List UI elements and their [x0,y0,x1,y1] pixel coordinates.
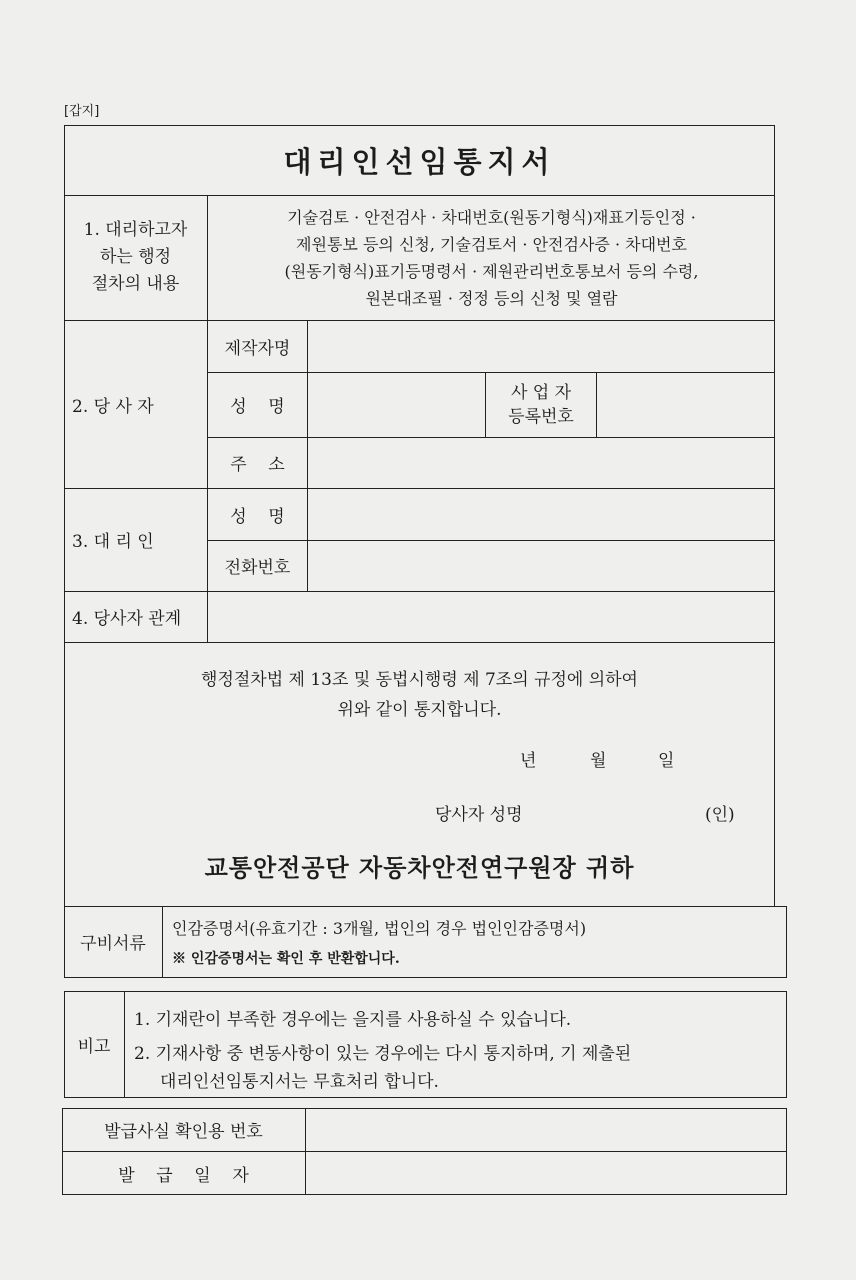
signer-label: 당사자 성명 [435,805,523,825]
issue-date-label: 발 급 일 자 [118,1165,249,1186]
section1-label: 1. 대리하고자 하는 행정 절차의 내용 [83,220,188,294]
documents-label: 구비서류 [80,934,146,954]
agent-name-label: 성 명 [230,506,285,527]
statement-line2: 위와 같이 통지합니다. [337,700,502,720]
date-day: 일 [658,751,675,771]
date-month: 월 [590,751,607,771]
remarks-item2-line1: 2. 기재사항 중 변동사항이 있는 경우에는 다시 통지하며, 기 제출된 [134,1044,632,1064]
documents-line1: 인감증명서(유효기간 : 3개월, 법인의 경우 법인인감증명서) [172,919,587,938]
confirm-number-field[interactable] [306,1108,787,1151]
business-reg-field[interactable] [597,372,775,437]
date-year: 년 [520,751,537,771]
agent-name-field[interactable] [308,488,775,540]
addressee: 교통안전공단 자동차안전연구원장 귀하 [204,853,635,882]
agent-phone-field[interactable] [308,540,775,591]
issue-date-field[interactable] [306,1151,787,1195]
remarks-item1: 1. 기재란이 부족한 경우에는 을지를 사용하실 수 있습니다. [134,1010,572,1030]
party-name-field[interactable] [308,372,485,437]
section3-label: 3. 대 리 인 [72,532,154,552]
remarks-item2-line2: 대리인선임통지서는 무효처리 합니다. [160,1072,439,1092]
section2-label: 2. 당 사 자 [72,396,154,417]
statement-line1: 행정절차법 제 13조 및 동법시행령 제 7조의 규정에 의하여 [201,670,638,690]
documents-note: ※ 인감증명서는 확인 후 반환합니다. [172,951,400,967]
party-name-label: 성 명 [230,397,285,417]
form-tag: [갑지] [64,104,100,119]
party-address-field[interactable] [308,437,775,488]
agent-phone-label: 전화번호 [224,558,291,578]
manufacturer-name-field[interactable] [308,320,775,372]
seal-mark: (인) [705,805,735,825]
party-address-label: 주 소 [230,455,285,475]
section1-content: 기술검토 · 안전검사 · 차대번호(원동기형식)재표기등인정 · 제원통보 등의 신청, 기술검토서 · 안전검사증 · 차대번호 (원동기형식)표기등명령서 · 제원관리번호통보서 등의 수령, 원본대조필 · 정정 등의 신청 및 열람 [284,207,699,308]
business-reg-label: 사 업 자 등록번호 [508,382,574,427]
section4-label: 4. 당사자 관계 [72,609,182,629]
relationship-field[interactable] [208,591,775,642]
manufacturer-name-label: 제작자명 [224,338,291,359]
confirm-number-label: 발급사실 확인용 번호 [104,1122,263,1142]
remarks-label: 비고 [77,1037,111,1057]
form-title: 대리인선임통지서 [283,144,556,179]
